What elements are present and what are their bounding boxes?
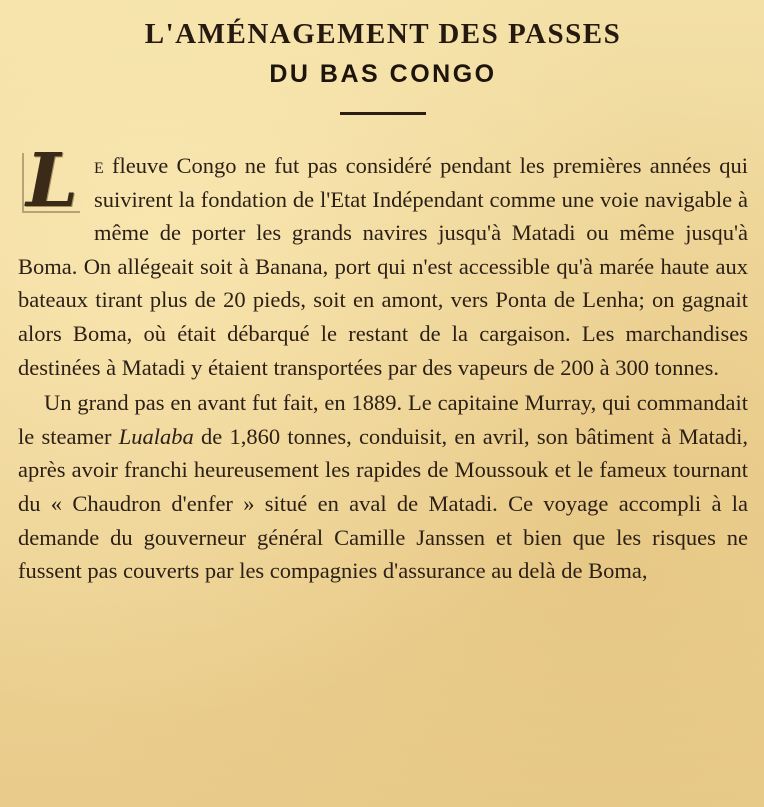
paragraph-2-text-end: de 1,860 tonnes, conduisit, en avril, son bâtiment à Matadi, après avoir franchi heureusement les rapides de Moussouk et le fameux tournant du « Chaudron d'enfer » situé en aval de Matadi. Ce voyage accompli à la demande du gouverneur général Camille Janssen et bien que les risques ne fussent pas couverts par les compagnies d'assurance au delà de Boma, — [18, 423, 748, 584]
article-subtitle: DU BAS CONGO — [269, 60, 497, 88]
title-divider — [340, 112, 426, 115]
paragraph-1 — [18, 138, 748, 384]
article-body — [18, 138, 748, 588]
ship-name: Lualaba — [118, 423, 194, 449]
article-title: L'AMÉNAGEMENT DES PASSES — [144, 18, 622, 50]
paragraph-1-text: fleuve Congo ne fut pas considéré pendant les premières années qui suivirent la fondation de l'Etat Indépendant comme une voie navigable à même de porter les grands navires jusqu'à Matadi ou même jusqu'à Boma. On allégeait soit à Banana, port qui n'est accessible qu'à marée haute aux bateaux tirant plus de 20 pieds, soit en amont, vers Ponta de Lenha; on gagnait alors Boma, où était débarqué le restant de la cargaison. Les marchandises destinées à Matadi y étaient transportées par des vapeurs de 200 à 300 tonnes. — [18, 153, 748, 380]
paragraph-2 — [18, 386, 748, 588]
paragraph-2-text-start: Un grand pas en avant fut fait, en 1889. Le capitaine Murray, qui commandait le steamer — [18, 390, 748, 449]
lead-letter: e — [94, 153, 104, 178]
drop-cap-letter: L — [18, 145, 86, 217]
